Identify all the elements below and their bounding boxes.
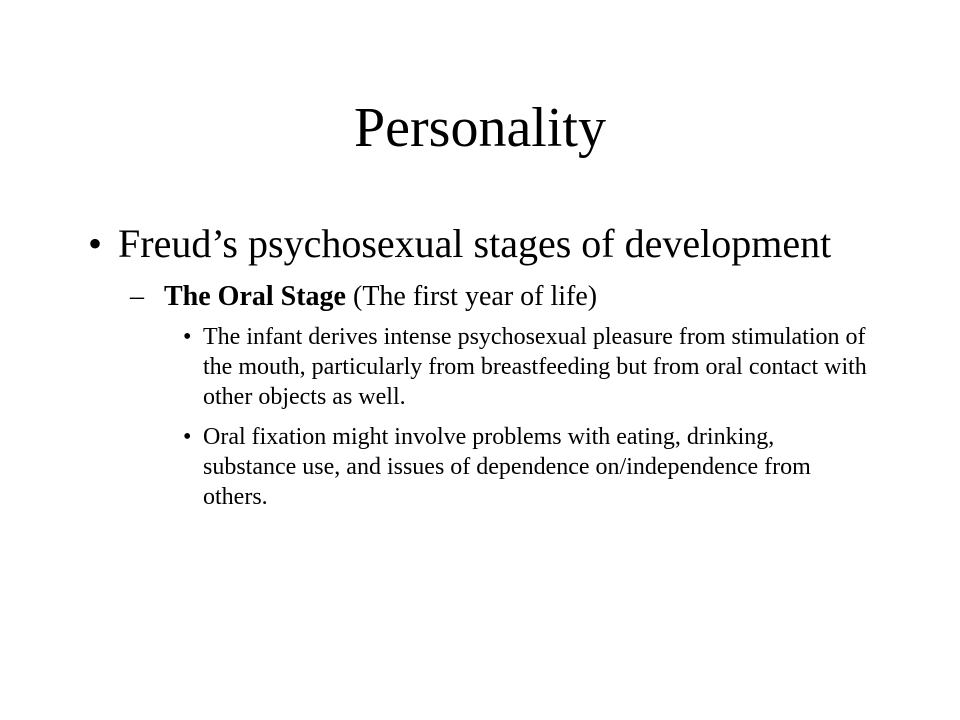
subheading-rest: (The first year of life) xyxy=(346,281,598,312)
bullet-level-2 xyxy=(130,280,868,314)
bullet-level-3-item xyxy=(183,422,868,512)
slide-body xyxy=(88,222,868,512)
slide-title: Personality xyxy=(354,97,606,159)
detail-text: Oral fixation might involve problems with eating, drinking, substance use, and issues of dependence on/independence from others. xyxy=(203,424,811,510)
bullet-dot-icon: • xyxy=(183,424,192,450)
bullet-dot-icon: • xyxy=(88,221,103,266)
bullet-dot-icon: • xyxy=(183,324,192,350)
bullet-level-1 xyxy=(88,222,868,266)
bullet-text: Freud’s psychosexual stages of development xyxy=(118,221,832,266)
subheading-strong: The Oral Stage xyxy=(164,281,346,312)
bullet-level-3-item xyxy=(183,322,868,412)
bullet-dash-icon: – xyxy=(130,281,144,312)
detail-text: The infant derives intense psychosexual pleasure from stimulation of the mouth, particularly from breastfeeding but from oral contact with other objects as well. xyxy=(203,324,867,410)
